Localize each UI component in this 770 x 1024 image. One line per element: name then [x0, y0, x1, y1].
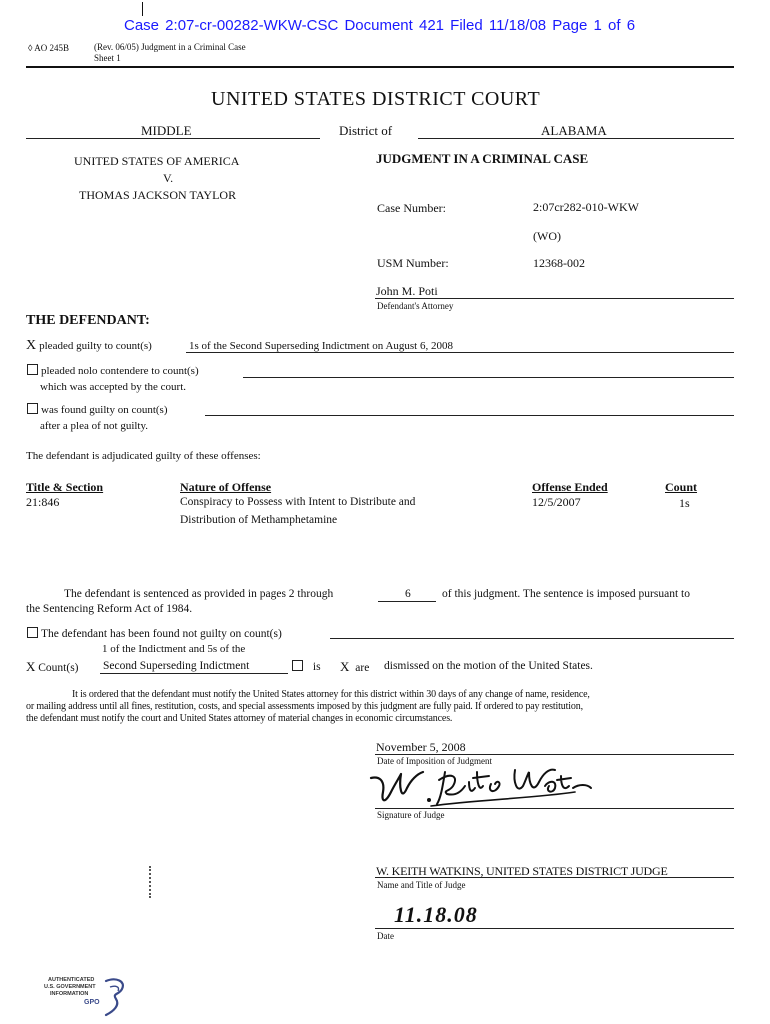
attorney-name: John M. Poti: [376, 284, 438, 298]
dismissal-tail: dismissed on the motion of the United States.: [384, 660, 593, 672]
header-cursor-mark: [142, 2, 143, 16]
usm-label: USM Number:: [377, 256, 449, 270]
form-code: ◊ AO 245B: [28, 43, 69, 53]
usm-value: 12368-002: [533, 256, 585, 270]
adjudicated-text: The defendant is adjudicated guilty of these offenses:: [26, 450, 261, 462]
dismissal-is-checkbox[interactable]: [292, 660, 303, 671]
dismissal-are-mark: X: [340, 659, 350, 674]
defendant-name: THOMAS JACKSON TAYLOR: [79, 188, 237, 202]
order-line-2: or mailing address until all fines, restitution, costs, and special assessments imposed by this judgment are fully paid. If ordered to pay restitution,: [26, 701, 583, 712]
imposition-label: Date of Imposition of Judgment: [377, 756, 492, 766]
dismissal-rule: [100, 673, 288, 674]
dismissal-are-label: are: [355, 662, 370, 674]
gpo-line-3: INFORMATION: [50, 991, 89, 997]
attorney-rule: [375, 298, 734, 299]
gpo-line-1: AUTHENTICATED: [48, 977, 95, 983]
not-guilty-row: [27, 627, 282, 640]
judge-label: Name and Title of Judge: [377, 880, 466, 890]
offense-col-count: Count: [665, 480, 698, 494]
nolo-rule: [243, 377, 734, 378]
gpo-line-4: GPO: [84, 999, 100, 1006]
offense-col-title: Title & Section: [26, 480, 104, 494]
case-suffix: (WO): [533, 229, 561, 243]
not-guilty-line2: 1 of the Indictment and 5s of the: [102, 643, 246, 655]
district-prefix: MIDDLE: [141, 123, 192, 138]
dismissal-mark: X: [26, 659, 36, 674]
not-guilty-rule: [330, 638, 734, 639]
case-number-value: 2:07cr282-010-WKW: [533, 200, 639, 214]
pleaded-guilty-row: [26, 338, 152, 354]
signature-rule: [375, 808, 734, 809]
offense-count-cell: 1s: [679, 496, 690, 510]
offense-ended-cell: 12/5/2007: [532, 495, 581, 509]
pleaded-guilty-rule: [186, 352, 734, 353]
header-rule: [26, 66, 734, 68]
dismissal-are: [340, 659, 369, 675]
sentence-pages-rule: [378, 601, 436, 602]
gpo-line-2: U.S. GOVERNMENT: [44, 984, 96, 990]
dismissal-label: Count(s): [38, 662, 79, 674]
dismissal-is: [292, 660, 321, 673]
judge-name: W. KEITH WATKINS, UNITED STATES DISTRICT JUDGE: [376, 864, 668, 878]
dotted-margin-mark: [149, 866, 151, 898]
court-title: UNITED STATES DISTRICT COURT: [211, 88, 541, 110]
found-guilty-rule: [205, 415, 734, 416]
dismissal-value: Second Superseding Indictment: [103, 660, 250, 672]
district-rule-right: [418, 138, 734, 139]
sentence-text-a: The defendant is sentenced as provided in pages 2 through: [64, 588, 334, 600]
plaintiff-name: UNITED STATES OF AMERICA: [74, 154, 240, 168]
nolo-checkbox[interactable]: [27, 364, 38, 375]
dismissal-row: [26, 659, 79, 675]
offense-nature-line2: Distribution of Methamphetamine: [180, 514, 338, 526]
found-guilty-checkbox[interactable]: [27, 403, 38, 414]
pleaded-guilty-mark: X: [26, 338, 37, 353]
defendant-heading: THE DEFENDANT:: [26, 313, 150, 328]
order-line-3: the defendant must notify the court and United States attorney of material changes in economic circumstances.: [26, 713, 453, 724]
date-rule: [375, 928, 734, 929]
gpo-eagle-icon: [102, 977, 128, 1017]
offense-nature-line1: Conspiracy to Possess with Intent to Distribute and: [180, 496, 416, 508]
offense-title-cell: 21:846: [26, 495, 60, 509]
not-guilty-label: The defendant has been found not guilty on count(s): [41, 628, 282, 640]
form-revision: (Rev. 06/05) Judgment in a Criminal Case: [94, 42, 246, 52]
pleaded-guilty-label: pleaded guilty to count(s): [39, 340, 152, 352]
imposition-rule: [375, 754, 734, 755]
district-rule-left: [26, 138, 320, 139]
imposition-date: November 5, 2008: [376, 740, 466, 754]
sentence-text-c: the Sentencing Reform Act of 1984.: [26, 603, 193, 615]
sentence-pages: 6: [405, 588, 411, 600]
form-code-icon: ◊: [28, 43, 33, 53]
found-guilty-row: [27, 403, 167, 416]
filing-header: Case 2:07-cr-00282-WKW-CSC Document 421 Filed 11/18/08 Page 1 of 6: [124, 17, 636, 34]
not-guilty-checkbox[interactable]: [27, 627, 38, 638]
date-label: Date: [377, 931, 394, 941]
nolo-sub: which was accepted by the court.: [40, 381, 186, 393]
pleaded-guilty-value: 1s of the Second Superseding Indictment on August 6, 2008: [189, 340, 453, 352]
sentence-text-b: of this judgment. The sentence is imposed pursuant to: [442, 588, 690, 600]
nolo-row: [27, 364, 199, 377]
handwritten-date: 11.18.08: [394, 902, 478, 927]
dismissal-is-label: is: [312, 661, 321, 673]
offense-col-ended: Offense Ended: [532, 480, 608, 494]
attorney-label: Defendant's Attorney: [377, 301, 454, 311]
case-number-label: Case Number:: [377, 201, 446, 215]
signature-label: Signature of Judge: [377, 810, 445, 820]
gpo-badge: [44, 977, 128, 1017]
offense-col-nature: Nature of Offense: [180, 480, 272, 494]
found-guilty-sub: after a plea of not guilty.: [40, 420, 149, 432]
district-word: District of: [339, 123, 393, 138]
order-line-1: It is ordered that the defendant must notify the United States attorney for this district within 30 days of any change of name, residence,: [72, 689, 590, 700]
judge-rule: [375, 877, 734, 878]
district-state: ALABAMA: [541, 123, 607, 138]
versus-label: V.: [163, 171, 174, 185]
form-sheet: Sheet 1: [94, 53, 121, 63]
judgment-title: JUDGMENT IN A CRIMINAL CASE: [376, 151, 589, 166]
found-guilty-label: was found guilty on count(s): [41, 404, 168, 416]
nolo-label: pleaded nolo contendere to count(s): [41, 365, 199, 377]
judge-signature: [365, 762, 595, 810]
